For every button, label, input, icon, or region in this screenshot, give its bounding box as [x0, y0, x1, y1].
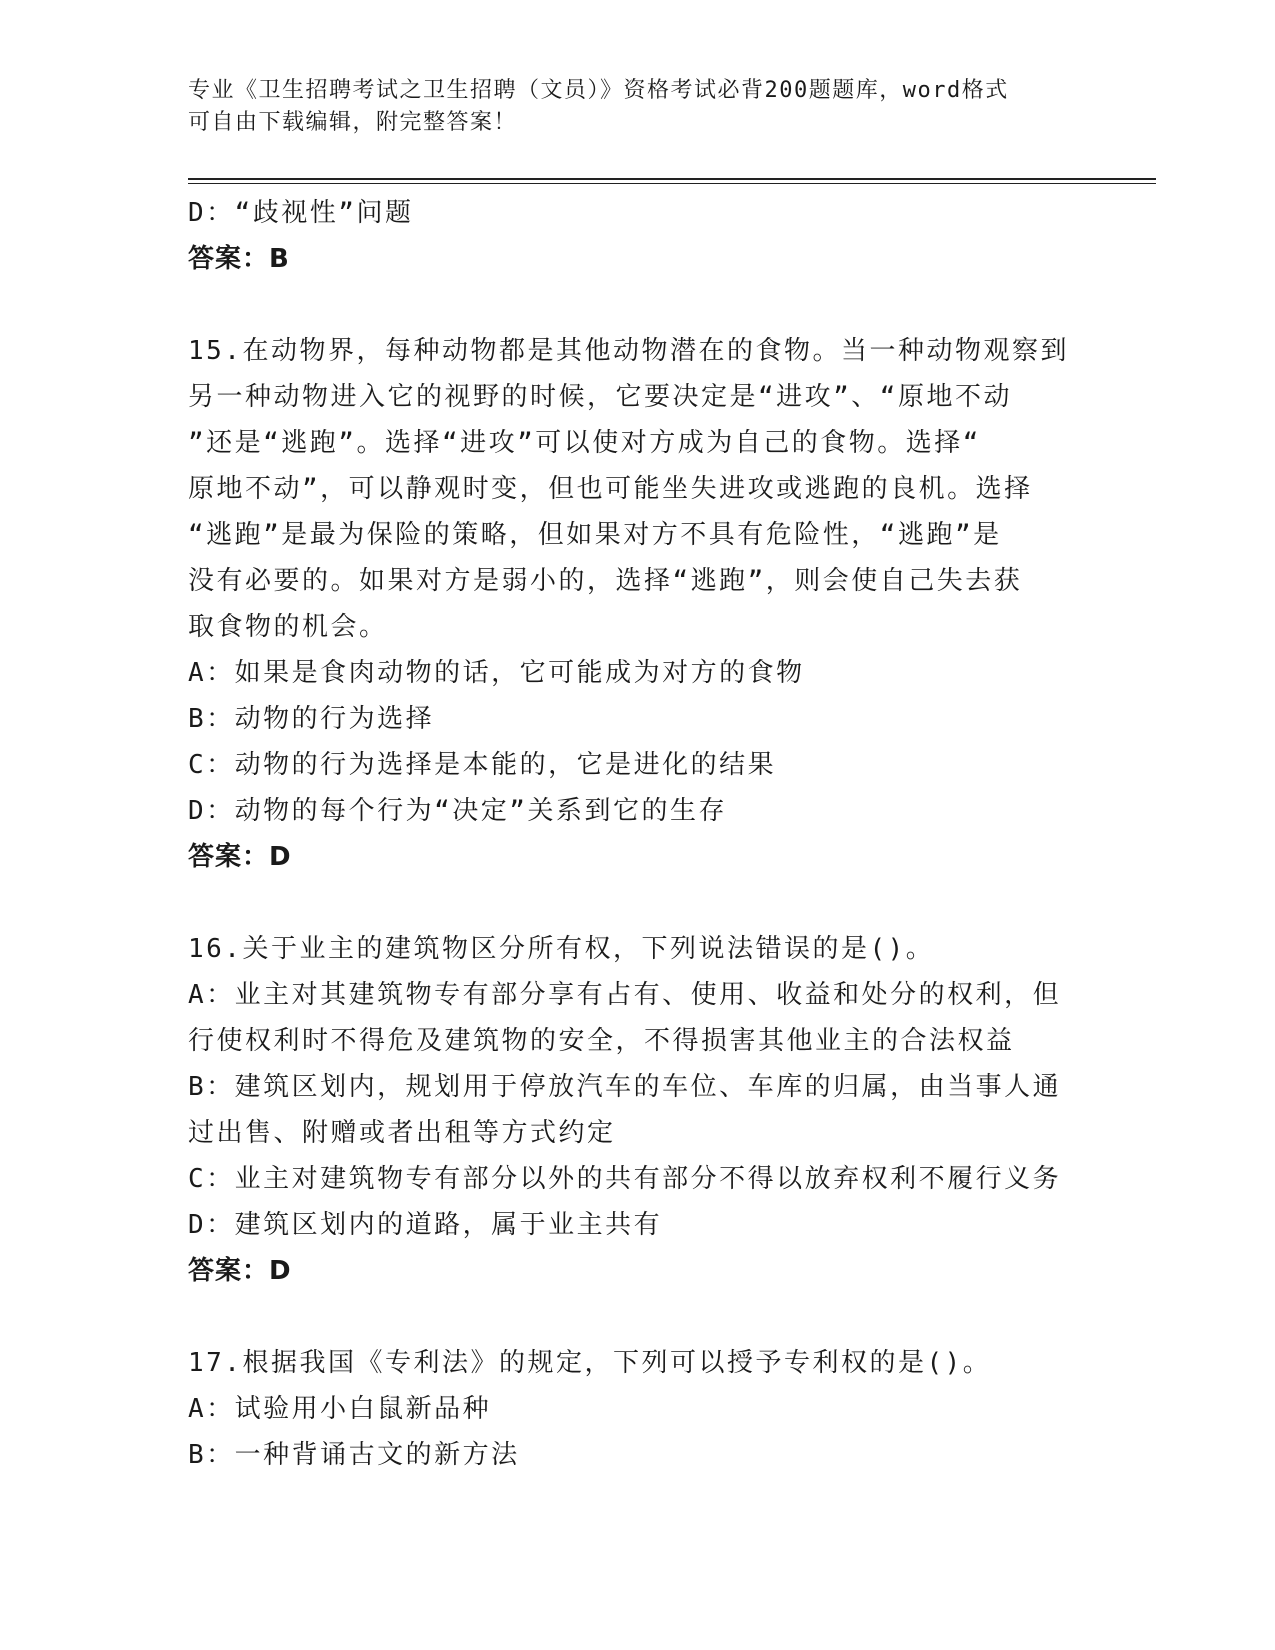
spacer: [188, 880, 1078, 926]
option-b-continued: 过出售、附赠或者出租等方式约定: [188, 1118, 616, 1148]
option-a: A：业主对其建筑物专有部分享有占有、使用、收益和处分的权利，但: [188, 980, 1062, 1010]
option-a-continued: 行使权利时不得危及建筑物的安全，不得损害其他业主的合法权益: [188, 1026, 1015, 1056]
answer-line: [188, 834, 1078, 880]
option-d: D：“歧视性”问题: [188, 198, 414, 228]
option-b: B：一种背诵古文的新方法: [188, 1440, 520, 1470]
question-stem-line: 17.根据我国《专利法》的规定，下列可以授予专利权的是()。: [188, 1348, 992, 1378]
answer-label: 答案：: [188, 842, 270, 872]
question-stem-line: 没有必要的。如果对方是弱小的，选择“逃跑”，则会使自己失去获: [188, 566, 1023, 596]
spacer: [188, 282, 1078, 328]
option-a: A：试验用小白鼠新品种: [188, 1394, 492, 1424]
question-stem-line: 16.关于业主的建筑物区分所有权，下列说法错误的是()。: [188, 934, 935, 964]
answer-value: D: [269, 1256, 292, 1286]
answer-value: D: [269, 842, 292, 872]
header-title-line-1: 专业《卫生招聘考试之卫生招聘（文员）》资格考试必背200题题库，word格式: [188, 78, 1009, 103]
question-stem-line: 取食物的机会。: [188, 612, 388, 642]
question-stem-line: 另一种动物进入它的视野的时候，它要决定是“进攻”、“原地不动: [188, 382, 1012, 412]
page-header: [188, 75, 1088, 139]
header-title-line-2: 可自由下载编辑，附完整答案！: [188, 110, 518, 135]
option-c: C：动物的行为选择是本能的，它是进化的结果: [188, 750, 777, 780]
question-16: [188, 926, 1078, 1294]
question-17: [188, 1340, 1078, 1478]
question-stem-line: ”还是“逃跑”。选择“进攻”可以使对方成为自己的食物。选择“: [188, 428, 981, 458]
header-divider-thick: [188, 178, 1156, 180]
option-d: D：动物的每个行为“决定”关系到它的生存: [188, 796, 727, 826]
question-stem-line: “逃跑”是最为保险的策略，但如果对方不具有危险性，“逃跑”是: [188, 520, 1002, 550]
question-stem-line: 15.在动物界，每种动物都是其他动物潜在的食物。当一种动物观察到: [188, 336, 1069, 366]
answer-line: [188, 236, 1078, 282]
previous-question-tail: [188, 190, 1078, 282]
answer-value: B: [269, 244, 290, 274]
option-c: C：业主对建筑物专有部分以外的共有部分不得以放弃权利不履行义务: [188, 1164, 1062, 1194]
option-d: D：建筑区划内的道路，属于业主共有: [188, 1210, 663, 1240]
question-15: [188, 328, 1078, 880]
question-stem-line: 原地不动”，可以静观时变，但也可能坐失进攻或逃跑的良机。选择: [188, 474, 1033, 504]
answer-label: 答案：: [188, 1256, 270, 1286]
answer-label: 答案：: [188, 244, 270, 274]
option-b: B：动物的行为选择: [188, 704, 435, 734]
header-divider-thin: [188, 183, 1156, 184]
document-body: [188, 190, 1078, 1478]
option-a: A：如果是食肉动物的话，它可能成为对方的食物: [188, 658, 805, 688]
spacer: [188, 1294, 1078, 1340]
answer-line: [188, 1248, 1078, 1294]
option-b: B：建筑区划内，规划用于停放汽车的车位、车库的归属，由当事人通: [188, 1072, 1062, 1102]
